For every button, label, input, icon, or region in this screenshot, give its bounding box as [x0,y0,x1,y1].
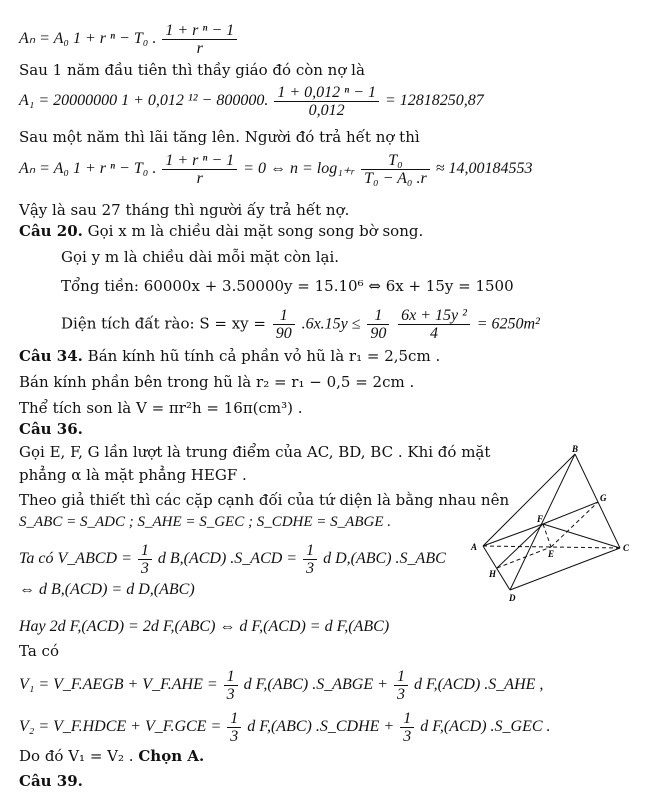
equation-equal-distance: ⇔ d B,(ACD) = d D,(ABC) [19,581,195,598]
question-36: Câu 36. [19,420,83,438]
numerator: 1 [138,542,152,560]
edge-bc [575,454,620,548]
numerator: 1 [367,307,389,325]
question-label: Câu 20. [19,222,83,240]
text-line-11: Hay 2d F,(ACD) = 2d F,(ABC) ⇔ d F,(ACD) = d F,(ABC) [19,618,390,635]
numerator: 1 + r ⁿ − 1 [162,22,237,40]
eq-text: ≈ 14,00184553 [435,160,533,178]
label-c: C [623,543,630,553]
area-equalities: S_ABC = S_ADC ; S_AHE = S_GEC ; S_CDHE = S_ABGE . [19,514,391,530]
eq-text: d F,(ABC) .S_CDHE + [247,718,395,736]
eq-text: Diện tích đất rào: S = xy = [61,314,266,333]
question-20 [19,222,423,240]
text-line-9: phẳng α là mặt phẳng HEGF . [19,466,247,484]
conclusion [19,747,204,765]
eq-text: V₂ = V_F.HDCE + V_F.GCE = [19,718,222,736]
edge-he-hidden [497,547,551,568]
numerator: 1 [273,307,295,325]
label-g: G [600,493,607,503]
fraction [273,307,295,342]
eq-text: .6x.15y ≤ [301,315,361,333]
text-line-10: Theo giả thiết thì các cặp cạnh đối của tứ diện là bằng nhau nên [19,491,510,509]
eq-text: Aₙ = A₀ 1 + r ⁿ − T₀ . [19,30,157,48]
eq-text: d B,(ACD) .S_ACD = [157,550,298,568]
fraction [394,668,408,703]
numerator: 1 [303,542,317,560]
denominator: 4 [430,325,438,342]
edge-eg-hidden [551,502,598,547]
denominator: T₀ − A₀ .r [364,170,427,187]
eq-text: d F,(ACD) .S_AHE , [413,676,544,694]
denominator: 3 [140,560,149,577]
fraction [361,152,430,187]
edge-fg [543,502,598,524]
text-line-6: Bán kính phần bên trong hũ là r₂ = r₁ − 0,5 = 2cm . [19,373,415,391]
edge-dc [510,548,620,590]
edge-fe-hidden [543,524,551,547]
label-a: A [471,542,478,552]
eq-text: d D,(ABC) .S_ABC [323,550,446,568]
eq-text: d F,(ACD) .S_GEC . [420,718,551,736]
denominator: 0,012 [308,102,345,119]
fraction [400,710,414,745]
text-line-1: Sau 1 năm đầu tiên thì thầy giáo đó còn nợ là [19,61,365,79]
numerator: 1 [227,710,241,728]
label-h: H [489,569,497,579]
denominator: 3 [306,560,315,577]
denominator: r [196,170,203,187]
equation-area [61,307,540,342]
label-e: E [548,549,555,559]
denominator: 90 [275,325,292,342]
denominator: r [196,40,203,57]
eq-text: d F,(ABC) .S_ABGE + [243,676,388,694]
denominator: 3 [226,686,235,703]
equation-vabcd [19,542,446,577]
question-text: Bán kính hũ tính cả phần vỏ hũ là r₁ = 2,5cm . [87,347,441,365]
edge-fc [543,524,620,548]
conclusion-text: Do đó V₁ = V₂ . [19,747,134,765]
edge-hf [497,524,543,568]
text-line-8: Gọi E, F, G lần lượt là trung điểm của AC, BD, BC . Khi đó mặt [19,443,491,461]
text-line-3: Vậy là sau 27 tháng thì người ấy trả hết nợ. [19,201,350,219]
label-d: D [509,593,516,603]
equation-v2 [19,710,551,745]
edge-af [483,524,543,546]
tetrahedron-figure [465,444,640,604]
label-b: B [572,444,579,454]
text-line-5: Tổng tiền: 60000x + 3.50000y = 15.10⁶ ⇔ 6x + 15y = 1500 [61,277,514,295]
numerator: 1 + r ⁿ − 1 [162,152,237,170]
numerator: 1 + 0,012 ⁿ − 1 [274,84,379,102]
question-34 [19,347,440,365]
equation-an-2 [19,152,532,187]
question-39: Câu 39. [19,772,83,790]
denominator: 3 [403,728,412,745]
equation-an-1 [19,22,239,57]
denominator: 90 [370,325,387,342]
label-f: F [537,514,544,524]
eq-text: = 12818250,87 [384,92,484,110]
fraction [367,307,389,342]
question-label: Câu 34. [19,347,83,365]
eq-text: A₁ = 20000000 1 + 0,012 ¹² − 800000. [19,92,269,110]
equation-a1 [19,84,484,119]
fraction [162,152,237,187]
edge-ad [483,546,510,590]
numerator: 1 [394,668,408,686]
numerator: T₀ [361,152,430,170]
text-line-4: Gọi y m là chiều dài mỗi mặt còn lại. [61,248,340,266]
fraction [274,84,379,119]
eq-text: V₁ = V_F.AEGB + V_F.AHE = [19,676,218,694]
equation-v1 [19,668,543,703]
numerator: 6x + 15y ² [398,307,470,325]
text-line-12: Ta có [19,642,59,660]
text-line-2: Sau một năm thì lãi tăng lên. Người đó trả hết nợ thì [19,128,420,146]
denominator: 3 [396,686,405,703]
denominator: 3 [230,728,239,745]
question-text: Gọi x m là chiều dài mặt song song bờ song. [87,222,424,240]
fraction [162,22,237,57]
fraction [224,668,238,703]
answer-choice: Chọn A. [138,747,205,765]
eq-text: = 0 ⇔ n = log₁₊ᵣ [243,160,356,178]
fraction [138,542,152,577]
numerator: 1 [400,710,414,728]
numerator: 1 [224,668,238,686]
eq-text: Aₙ = A₀ 1 + r ⁿ − T₀ . [19,160,157,178]
fraction [227,710,241,745]
text-line-7: Thể tích son là V = πr²h = 16π(cm³) . [19,399,303,417]
eq-text: = 6250m² [476,315,540,333]
fraction [303,542,317,577]
fraction [398,307,470,342]
eq-text: Ta có V_ABCD = [19,550,132,568]
edge-ab [483,454,575,546]
